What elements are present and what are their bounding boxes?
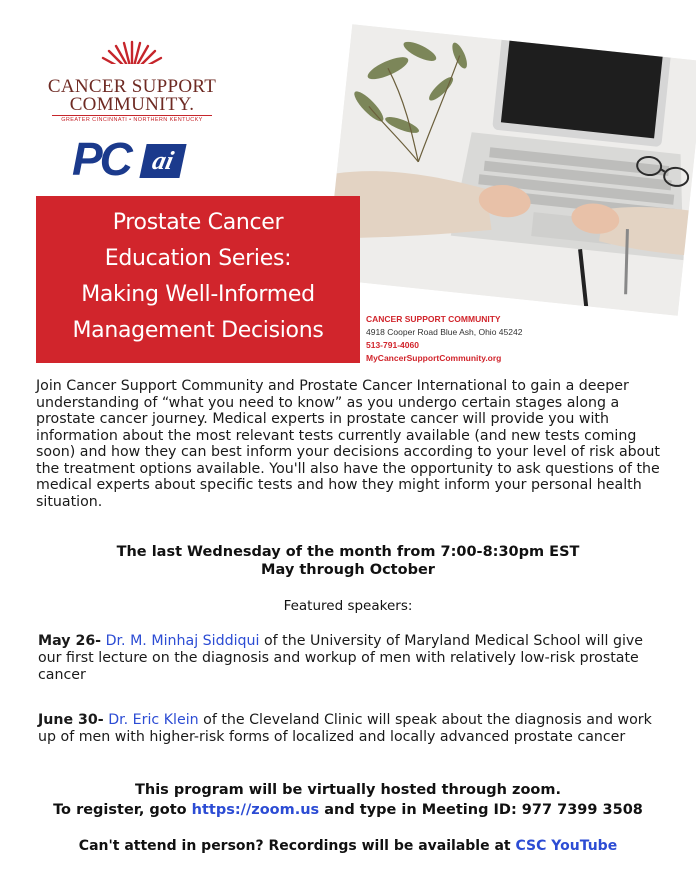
zoom-link[interactable]: https://zoom.us [191,802,320,818]
registration-instructions [36,800,660,820]
schedule-line: The last Wednesday of the month from 7:00-8:30pm EST [116,544,580,560]
address-org-name: CANCER SUPPORT COMMUNITY [366,314,501,324]
title-line: Prostate Cancer [112,210,284,235]
intro-paragraph: Join Cancer Support Community and Prostate Cancer International to gain a deeper understanding of “what you need to know” as you undergo certain stages along a prostate cancer journey. Medical experts in prostate cancer will provide you with information about the most relevant tests currently available (and new tests coming soon) and how they can best inform your decisions according to your level of risk about the treatment options available. You'll also have the opportunity to ask questions of the medical experts about specific tests and how they might inform your personal health situation. [36,378,660,510]
virtual-info [36,780,660,820]
title-line: Management Decisions [72,318,324,343]
talk-entry [38,633,668,684]
laptop-photo-illustration [326,24,696,316]
youtube-link[interactable]: CSC YouTube [515,838,618,854]
talk-date: June 30- [38,712,104,728]
csc-name-line-1: CANCER SUPPORT [47,76,217,97]
csc-region-tagline: GREATER CINCINNATI • NORTHERN KENTUCKY [61,117,203,123]
featured-speakers-heading: Featured speakers: [283,598,413,614]
speaker-link[interactable]: Dr. M. Minhaj Siddiqui [105,633,260,649]
recordings-note [36,838,660,854]
address-phone: 513-791-4060 [366,340,419,350]
logo-divider [52,115,212,116]
address-website-link[interactable]: MyCancerSupportCommunity.org [366,353,502,363]
laptop-desk-photo [326,24,696,316]
talk-date: May 26- [38,633,102,649]
register-prefix: To register, goto [53,802,192,818]
pcai-logo-letters: PC [72,133,130,185]
talk-entry [38,712,668,746]
sunburst-icon [96,38,168,76]
title-line: Education Series: [104,246,292,271]
speaker-link[interactable]: Dr. Eric Klein [108,712,199,728]
register-suffix: and type in Meeting ID: 977 7399 3508 [319,802,643,818]
csc-name-line-2: COMMUNITY. [69,94,195,115]
pcai-logo-badge: ai [139,144,186,178]
talk-description: of the University of Maryland Medical School will give our first lecture on the diagnosis and workup of men with relatively low-risk prostate cancer [38,633,644,683]
virtual-hosting-note: This program will be virtually hosted through zoom. [134,782,562,798]
recordings-prefix: Can't attend in person? Recordings will be available at [78,838,516,854]
schedule-line: May through October [261,562,435,578]
organization-address [366,313,522,365]
talk-description: of the Cleveland Clinic will speak about the diagnosis and work up of men with higher-risk forms of localized and locally advanced prostate cancer [38,712,652,745]
event-title [36,205,360,349]
address-street: 4918 Cooper Road Blue Ash, Ohio 45242 [366,327,523,337]
title-line: Making Well-Informed [81,282,315,307]
schedule [36,543,660,579]
